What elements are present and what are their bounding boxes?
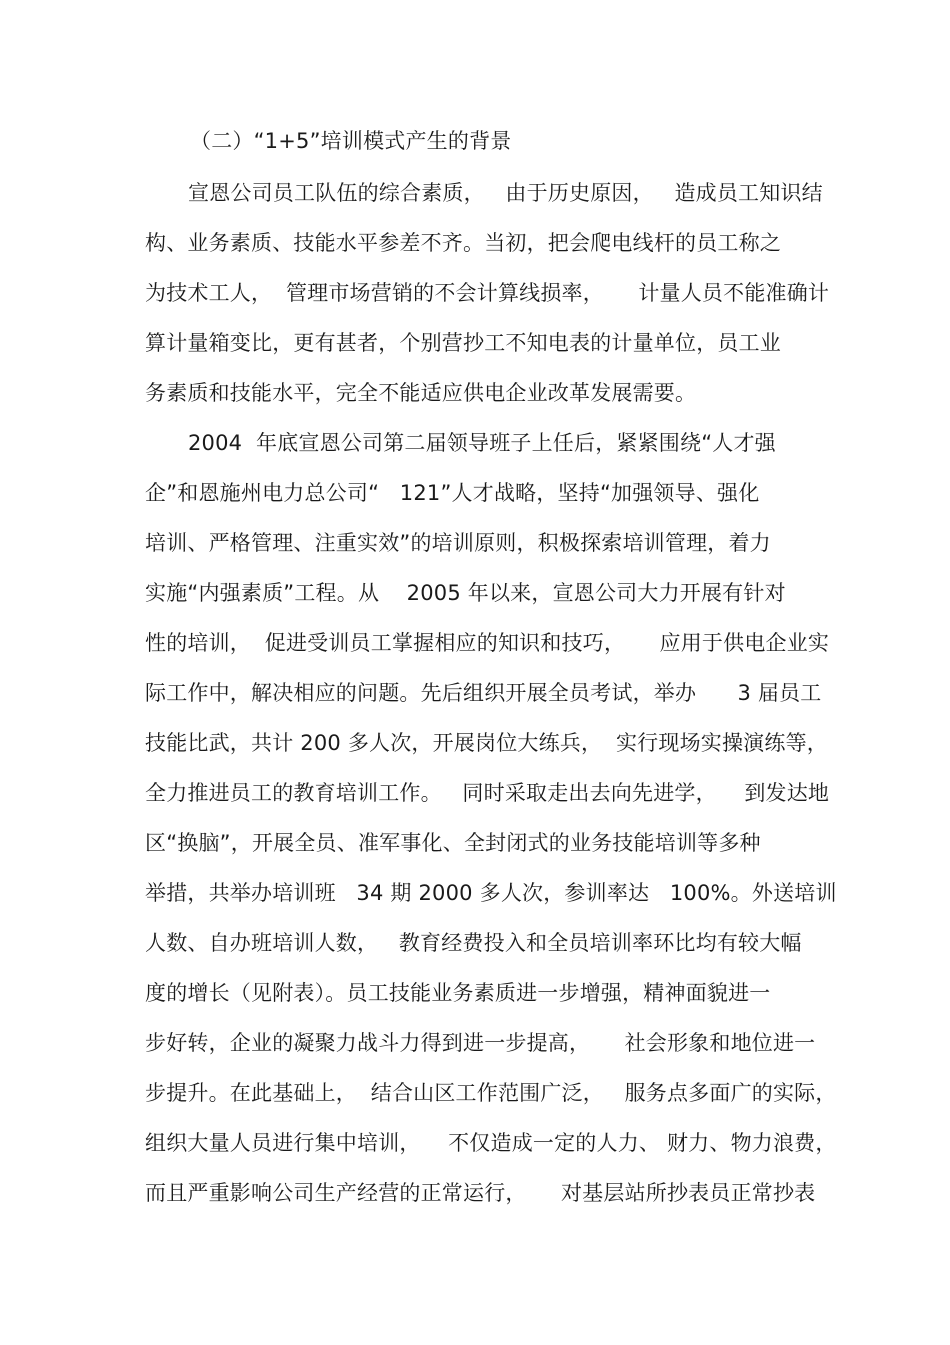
paragraph-2-line-7: 技能比武，共计 200 多人次，开展岗位大练兵， 实行现场实操演练等， [145,731,828,755]
paragraph-2-line-15: 组织大量人员进行集中培训， 不仅造成一定的人力、 财力、物力浪费， [145,1131,837,1155]
paragraph-1-line-2: 构、业务素质、技能水平参差不齐。当初，把会爬电线杆的员工称之 [145,231,781,255]
paragraph-2-line-8: 全力推进员工的教育培训工作。 同时采取走出去向先进学， 到发达地 [145,781,830,805]
paragraph-2-line-4: 实施“内强素质”工程。从 2005 年以来，宣恩公司大力开展有针对 [145,581,786,605]
paragraph-1-line-4: 算计量箱变比，更有甚者，个别营抄工不知电表的计量单位，员工业 [145,331,781,355]
section-heading: （二）“1+5”培训模式产生的背景 [190,129,512,153]
paragraph-2-line-9: 区“换脑”，开展全员、准军事化、全封闭式的业务技能培训等多种 [145,831,761,855]
paragraph-2-line-2: 企”和恩施州电力总公司“ 121”人才战略，坚持“加强领导、强化 [145,481,760,505]
paragraph-2-line-10: 举措，共举办培训班 34 期 2000 多人次，参训率达 100%。外送培训 [145,881,837,905]
paragraph-2-line-1: 2004 年底宣恩公司第二届领导班子上任后，紧紧围绕“人才强 [188,431,776,455]
paragraph-2-line-13: 步好转，企业的凝聚力战斗力得到进一步提高， 社会形象和地位进一 [145,1031,816,1055]
paragraph-1-line-5: 务素质和技能水平，完全不能适应供电企业改革发展需要。 [145,381,697,405]
paragraph-2-line-12: 度的增长（见附表）。员工技能业务素质进一步增强，精神面貌进一 [145,981,771,1005]
paragraph-2-line-6: 际工作中，解决相应的问题。先后组织开展全员考试，举办 3 届员工 [145,681,822,705]
paragraph-2-line-3: 培训、严格管理、注重实效”的培训原则，积极探索培训管理，着力 [145,531,771,555]
paragraph-2-line-11: 人数、自办班培训人数， 教育经费投入和全员培训率环比均有较大幅 [145,931,802,955]
paragraph-1-line-3: 为技术工人， 管理市场营销的不会计算线损率， 计量人员不能准确计 [145,281,830,305]
paragraph-2-line-16: 而且严重影响公司生产经营的正常运行， 对基层站所抄表员正常抄表 [145,1181,816,1205]
paragraph-2-line-5: 性的培训， 促进受训员工掌握相应的知识和技巧， 应用于供电企业实 [145,631,830,655]
paragraph-2-line-14: 步提升。在此基础上， 结合山区工作范围广泛， 服务点多面广的实际， [145,1081,837,1105]
paragraph-1-line-1: 宣恩公司员工队伍的综合素质， 由于历史原因， 造成员工知识结 [188,181,823,205]
